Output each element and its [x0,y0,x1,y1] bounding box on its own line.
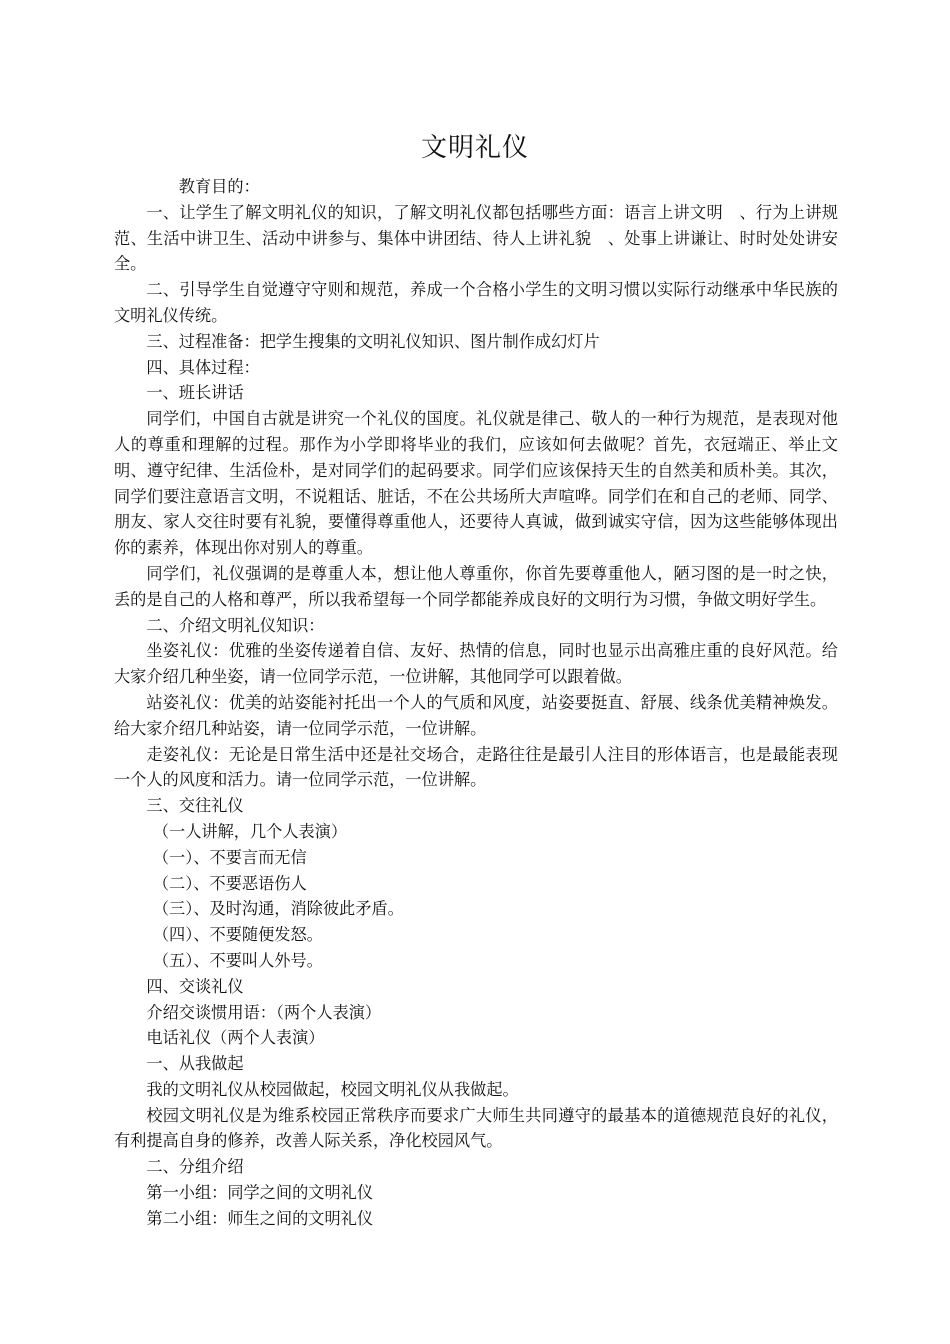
paragraph-monitor-speech-2: 同学们，礼仪强调的是尊重人本，想让他人尊重你，你首先要尊重他人，陋习图的是一时之快，丢的是自己的人格和尊严，所以我希望每一个同学都能养成良好的文明行为习惯，争做文明好学生。 [114,563,838,609]
paragraph-start-from-me: 我的文明礼仪从校园做起，校园文明礼仪从我做起。 [146,1079,519,1099]
paragraph-process-heading: 四、具体过程： [146,357,260,377]
paragraph-conversation-phrases: 介绍交谈惯用语：（两个人表演） [146,1002,382,1022]
list-item: （四）、不要随便发怒。 [152,925,323,945]
document-body [114,174,838,1232]
paragraph-start-from-me-heading: 一、从我做起 [146,1054,244,1074]
paragraph-monitor-speech-1: 同学们，中国自古就是讲究一个礼仪的国度。礼仪就是律己、敬人的一种行为规范，是表现对他人的尊重和理解的过程。那作为小学即将毕业的我们，应该如何去做呢？首先，衣冠端正、举止文明、遵守纪律、生活俭朴，是对同学们的起码要求。同学们应该保持天生的自然美和质朴美。其次，同学们要注意语言文明，不说粗话、脏话，不在公共场所大声喧哗。同学们在和自己的老师、同学、朋友、家人交往时要有礼貌，要懂得尊重他人，还要待人真诚，做到诚实守信，因为这些能够体现出你的素养，体现出你对别人的尊重。 [114,409,838,558]
list-item: （三）、及时沟通，消除彼此矛盾。 [152,899,404,919]
paragraph-social-note: （一人讲解，几个人表演） [152,821,348,841]
list-item: （一）、不要言而无信 [152,847,307,867]
paragraph-social-etiquette-heading: 三、交往礼仪 [146,796,244,816]
list-item: （五）、不要叫人外号。 [152,950,323,970]
paragraph-conversation-heading: 四、交谈礼仪 [146,976,244,996]
document-title: 文明礼仪 [420,133,529,163]
paragraph-preparation: 三、过程准备：把学生搜集的文明礼仪知识、图片制作成幻灯片 [146,331,600,351]
paragraph-walking-etiquette: 走姿礼仪：无论是日常生活中还是社交场合，走路往往是最引人注目的形体语言，也是最能表现一个人的风度和活力。请一位同学示范，一位讲解。 [114,744,838,790]
paragraph-standing-etiquette: 站姿礼仪：优美的站姿能衬托出一个人的气质和风度，站姿要挺直、舒展、线条优美精神焕发。给大家介绍几种站姿，请一位同学示范，一位讲解。 [114,692,838,738]
paragraph-phone-etiquette: 电话礼仪（两个人表演） [146,1028,325,1048]
paragraph-monitor-speech-heading: 一、班长讲话 [146,383,244,403]
paragraph-group-1: 第一小组：同学之间的文明礼仪 [146,1183,374,1203]
paragraph-goal-2: 二、引导学生自觉遵守守则和规范，养成一个合格小学生的文明习惯以实际行动继承中华民族的文明礼仪传统。 [114,280,838,325]
paragraph-sitting-etiquette: 坐姿礼仪：优雅的坐姿传递着自信、友好、热情的信息，同时也显示出高雅庄重的良好风范。给大家介绍几种坐姿，请一位同学示范，一位讲解，其他同学可以跟着做。 [114,641,838,687]
paragraph-group-2: 第二小组：师生之间的文明礼仪 [146,1208,374,1228]
paragraph-knowledge-heading: 二、介绍文明礼仪知识： [146,615,325,635]
paragraph-education-goal: 教育目的： [178,177,260,196]
list-item: （二）、不要恶语伤人 [152,873,307,893]
paragraph-group-heading: 二、分组介绍 [146,1157,244,1177]
paragraph-campus-etiquette: 校园文明礼仪是为维系校园正常秩序而要求广大师生共同遵守的最基本的道德规范良好的礼仪，有利提高自身的修养，改善人际关系，净化校园风气。 [114,1105,838,1151]
paragraph-goal-1: 一、让学生了解文明礼仪的知识，了解文明礼仪都包括哪些方面：语言上讲文明 、行为上讲规范、生活中讲卫生、活动中讲参与、集体中讲团结、待人上讲礼貌 、处事上讲谦让、时时处处讲安全。 [114,202,838,274]
